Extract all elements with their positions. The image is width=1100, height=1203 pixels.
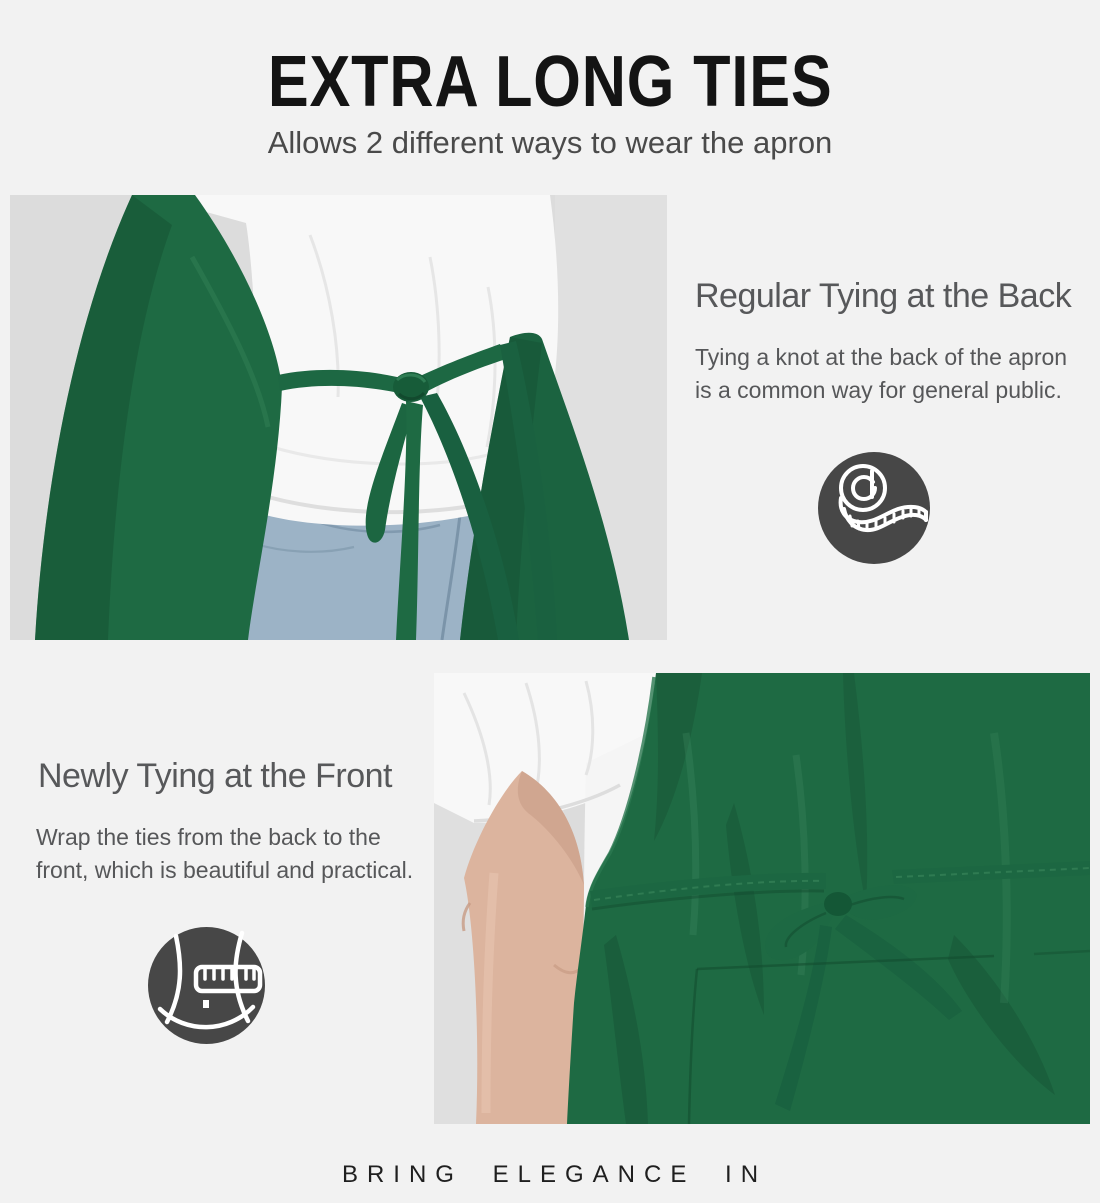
front-section-body-line1: Wrap the ties from the back to the <box>36 824 381 850</box>
page-subtitle: Allows 2 different ways to wear the apron <box>267 125 833 160</box>
front-section-body <box>36 821 413 887</box>
page-title <box>0 42 1100 122</box>
brand-tagline: BRING ELEGANCE IN <box>341 1161 768 1188</box>
apron-back-illustration <box>10 195 667 640</box>
front-section-body-line2: front, which is beautiful and practical. <box>36 857 414 883</box>
back-section-body-line1: Tying a knot at the back of the apron <box>695 344 1068 370</box>
apron-tied-at-front-photo <box>434 673 1090 1124</box>
apron-front-illustration <box>434 673 1090 1124</box>
measuring-tape-roll-icon <box>818 452 930 564</box>
waist-measure-ruler-icon <box>148 927 265 1044</box>
measuring-tape-roll-icon-graphic <box>818 452 930 564</box>
front-section-heading: Newly Tying at the Front <box>38 757 392 795</box>
waist-measure-ruler-icon-graphic <box>148 927 265 1044</box>
page-title-text: EXTRA LONG TIES <box>267 42 833 122</box>
back-section-body-line2: is a common way for general public. <box>695 377 1062 403</box>
apron-tied-at-back-photo <box>10 195 667 640</box>
back-section-body <box>695 341 1067 407</box>
back-section-heading: Regular Tying at the Back <box>695 277 1072 315</box>
